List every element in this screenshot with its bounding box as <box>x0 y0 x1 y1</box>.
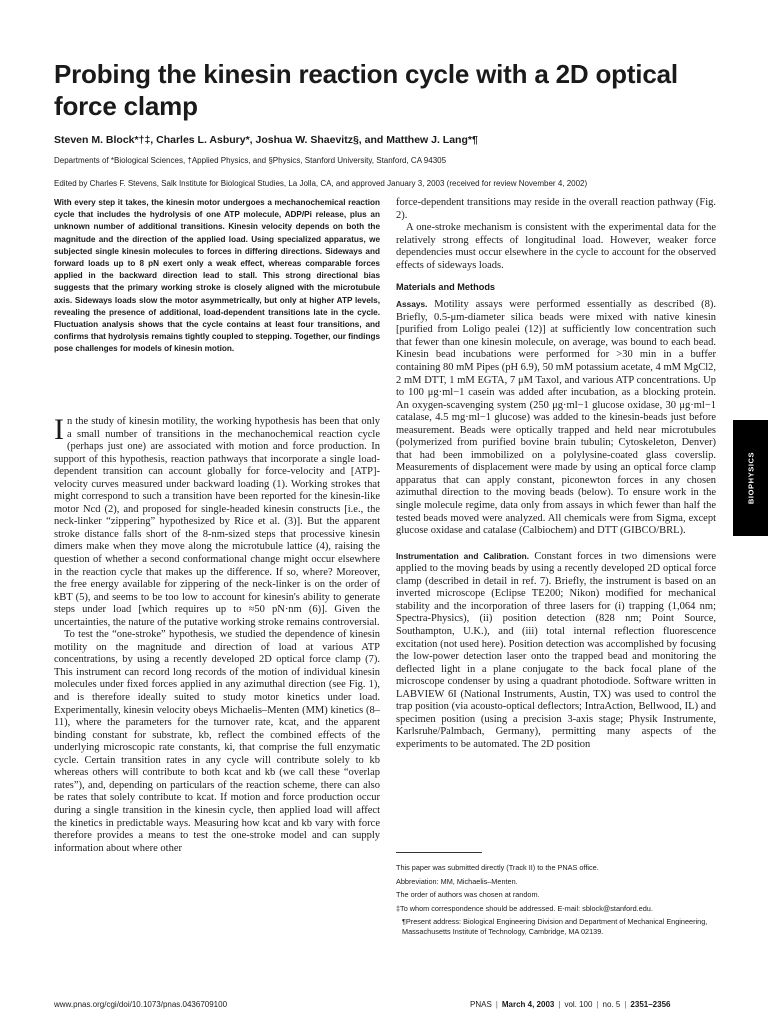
footnote-submission: This paper was submitted directly (Track II) to the PNAS office. <box>396 863 599 872</box>
assays-text: Motility assays were performed essentially as described (8). Briefly, 0.5-μm-diameter silica beads were mixed with native kinesin [purified from Loligo pealei (12)] at sufficiently low concentration such that fewer than one kinesin molecule, on average, was bound to each bead. Kinesin bead incubations were performed for >30 min in a buffer containing 80 mM Pipes (pH 6.9), 50 mM potassium acetate, 4 mM MgCl2, 2 mM DTT, 1 mM EGTA, 7 μM Taxol, and various ATP concentrations. Up to 100 μg·ml−1 casein was added after incubation, as a blocking protein. An oxygen-scavenging system (250 μg·ml−1 glucose oxidase, 30 μg·ml−1 catalase, 4.5 mg·ml−1 glucose) was added to the kinesin-beads just before measurement. Beads were optically trapped and held near microtubules (polymerized from purified bovine brain tubulin; Cytoskeleton, Denver) that had been immobilized on a polylysine-coated glass coverslip. Measurements of displacement were made by using an optical force clamp apparatus that can apply constant, piconewton forces in any chosen azimuthal direction to the moving beads (below). To ensure work in the single molecule regime, data only from assays in which fewer than half the tested beads moved were analyzed. All chemicals were from Sigma, except glucose oxidase and catalase (Calbiochem) and DTT (GIBCO/BRL). <box>396 299 716 537</box>
instrumentation-subheading: Instrumentation and Calibration. <box>396 550 530 561</box>
journal-footer: PNAS | March 4, 2003 | vol. 100 | no. 5 | 2351–2356 <box>470 1000 671 1009</box>
footnote-abbreviation: Abbreviation: MM, Michaelis–Menten. <box>396 876 518 886</box>
instrumentation-paragraph <box>396 550 716 752</box>
side-tab-label: BIOPHYSICS <box>746 451 755 505</box>
assays-subheading: Assays. <box>396 299 428 310</box>
abstract: With every step it takes, the kinesin motor undergoes a mechanochemical reaction cycle that includes the hydrolysis of one ATP molecule, ADP/Pi release, plus an unknown number of additional transitions. Kinesin velocity depends on both the magnitude and the direction of the applied load. Using specialized apparatus, we subjected single kinesin molecules to forces in differing directions. Sideways and forward loads up to 8 pN exert only a weak effect, whereas comparable forces applied in the backward direction lead to stall. This strong directional bias suggests that the primary working stroke is closely aligned with the microtubule axis. Sideways loads slow the motor asymmetrically, but only at higher ATP levels, revealing the presence of additional, load-dependent transitions late in the cycle. Fluctuation analysis shows that the cycle contains at least four transitions, and confirms that hydrolysis remains tightly coupled to stepping. Together, our findings pose challenges for models of kinesin motion. <box>54 198 381 354</box>
volume: vol. 100 <box>564 1000 593 1009</box>
footnote-divider <box>396 852 482 853</box>
footnotes <box>396 852 716 940</box>
doi-url: www.pnas.org/cgi/doi/10.1073/pnas.0436709100 <box>54 1000 228 1009</box>
assays-paragraph <box>396 298 716 537</box>
affiliations: Departments of *Biological Sciences, †Applied Physics, and §Physics, Stanford University, Stanford, CA 94305 <box>54 156 447 165</box>
author-list: Steven M. Block*†‡, Charles L. Asbury*, Joshua W. Shaevitz§, and Matthew J. Lang*¶ <box>54 134 478 146</box>
intro-column <box>54 413 380 855</box>
issue-date: March 4, 2003 <box>501 1000 555 1009</box>
edited-by-line: Edited by Charles F. Stevens, Salk Institute for Biological Studies, La Jolla, CA, and approved January 3, 2003 (received for review November 4, 2002) <box>54 179 588 188</box>
right-column <box>396 197 716 751</box>
drop-cap: I <box>54 413 64 446</box>
journal-name: PNAS <box>470 1000 492 1009</box>
one-stroke-paragraph: A one-stroke mechanism is consistent with the experimental data for the relatively strong effects of longitudinal load. However, weaker force dependencies must occur elsewhere in the cycle to account for the observed effects of sideways loads. <box>396 222 716 271</box>
footnote-author-order: The order of authors was chosen at random. <box>396 890 540 899</box>
page-range: 2351–2356 <box>630 1000 671 1009</box>
footnote-correspondence: ‡To whom correspondence should be addressed. E-mail: sblock@stanford.edu. <box>396 903 653 913</box>
intro-paragraph-1 <box>54 413 380 629</box>
paper-title: Probing the kinesin reaction cycle with a 2D optical force clamp <box>54 59 678 121</box>
intro-paragraph-2: To test the “one-stroke” hypothesis, we studied the dependence of kinesin motility on the magnitude and direction of load at various ATP concentrations, by using a recently developed 2D optical force clamp (7). This instrument can record long records of the motion of individual kinesin molecules under fixed forces applied in any azimuthal direction (see Fig. 1), and is therefore ideally suited to study motor kinetics under load. Experimentally, kinesin velocity obeys Michaelis–Menten (MM) kinetics (8–11), where the parameters for the turnover rate, kcat, and the apparent binding constant for substrate, kb, reflect the combined effects of the underlying microscopic rate constants, ki, that comprise the full enzymatic cycle. Certain transition rates in any cycle will contribute solely to kb whereas others will contribute to both kcat and kb (we call these “overlap rates”), and, depending on particulars of the reaction scheme, there can also be rates that solely contribute to kcat. If motion and force production occur during a single transition in the kinesin cycle, then applied load will affect the kinetics in predictable ways. Measuring how kcat and kb vary with force therefore provides a means to test the one-stroke model and can supply information about where other <box>54 629 380 854</box>
instrumentation-text: Constant forces in two dimensions were applied to the moving beads by using a recently developed 2D optical force clamp (described in detail in ref. 7). Briefly, the instrument is based on an inverted microscope (Eclipse TE200; Nikon) modified for mechanical stability and the incorporation of three lasers for (i) trapping (1,064 nm; Spectra-Physics), (ii) position detection (828 nm; Point Source, Southampton, U.K.), and (iii) total internal reflection fluorescence excitation (not used here). Position detection was accomplished by focusing the low-power detection laser onto the trapped bead and monitoring the deflected light in a plane conjugate to the back focal plane of the microscope condenser by using a quadrant photodiode. Software written in LABVIEW 6I (National Instruments, Austin, TX) was used to control the trap position (via acousto-optical deflectors; IntraAction, Bellwood, IL) and specimen position (using a precision 3-axis stage; Physik Instrumente, Karlsruhe/Palmbach, Germany), permitting many aspects of the experiments to be automated. The 2D position <box>396 550 717 750</box>
issue-number: no. 5 <box>602 1000 621 1009</box>
section-side-tab <box>733 420 768 536</box>
section-heading-methods: Materials and Methods <box>396 282 496 293</box>
footnote-present-address: ¶Present address: Biological Engineering Division and Department of Mechanical Engineering, Massachusetts Institute of Technology, Cambridge, MA 02139. <box>402 917 708 936</box>
intro-paragraph-1-text: n the study of kinesin motility, the working hypothesis has been that only a small number of transitions in the mechanochemical reaction cycle (perhaps just one) are associated with motion and force production. In support of this hypothesis, reaction pathways that incorporate a single load-dependent transition can account globally for force-velocity and [ATP]-velocity curves measured under backward loading (1). Working strokes that might correspond to such a transition have been reported for the kinesin-like motor Ncd (2), and proposed for single-headed kinesin constructs [i.e., the neck-linker “zippering” hypothesized by Rice et al. (3)]. But the apparent stroke distance falls short of the 8-nm-sized steps that processive kinesin dimers make when they move along the microtubule lattice (4), raising the question of whether a second conformational change might occur elsewhere in the reaction cycle that makes up the difference. If so, where? Moreover, the free energy available for zippering of the neck-linker is on the order of kBT (5), and seems to be too low to account for kinesin's ability to generate steps under load [which requires up to ≈50 pN·nm (6)]. Given the uncertainties, the nature of the putative working stroke remains controversial. <box>54 416 380 628</box>
continued-paragraph: force-dependent transitions may reside in the overall reaction pathway (Fig. 2). <box>396 197 716 221</box>
